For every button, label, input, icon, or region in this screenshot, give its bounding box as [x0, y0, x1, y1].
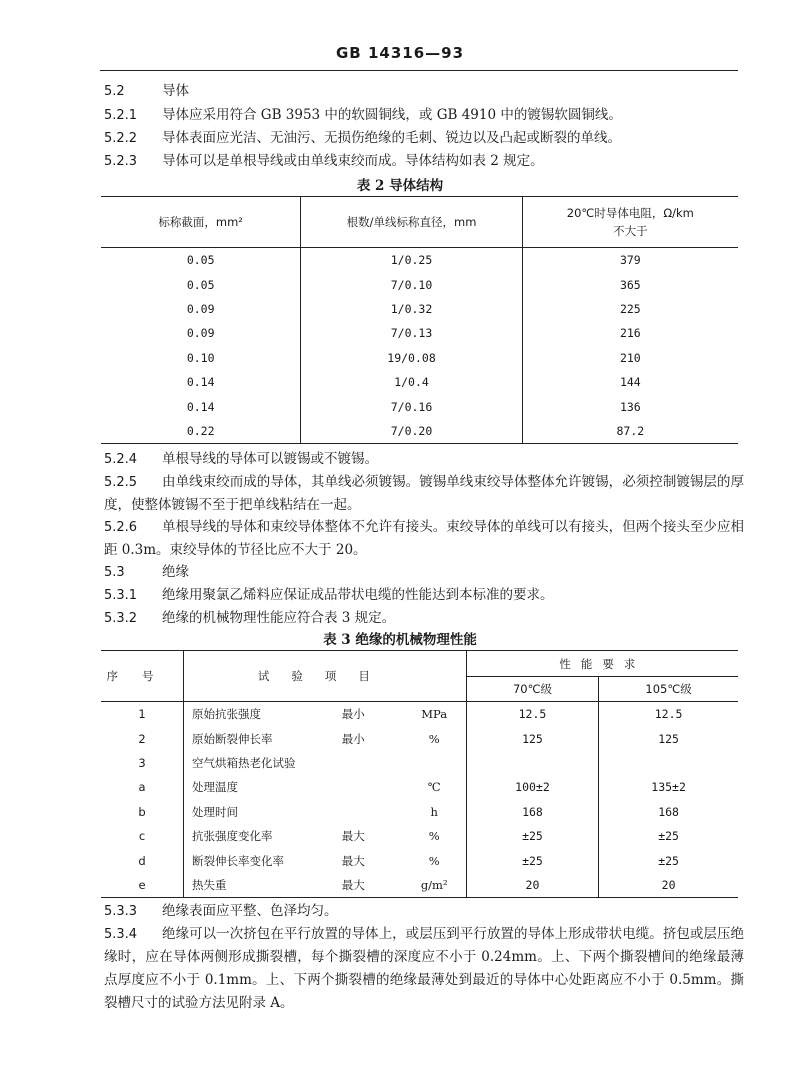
table-row: [101, 824, 738, 848]
table-cell: 断裂伸长率变化率: [192, 853, 285, 868]
column-header-line: 不大于: [613, 224, 648, 238]
section-number: 5.3: [104, 565, 125, 580]
clause-number: 5.3.1: [104, 588, 138, 603]
table-cell: g/m²: [403, 873, 467, 898]
table-cell: 原始断裂伸长率: [192, 731, 273, 746]
clause-text: 单根导线的导体可以镀锡或不镀锡。: [162, 451, 378, 467]
column-header-item: 试验项目: [184, 651, 467, 702]
table-cell: 12.5: [466, 702, 598, 727]
table-cell: 0.22: [101, 419, 301, 444]
table-cell: h: [403, 800, 467, 824]
table-3-caption: 表 3 绝缘的机械物理性能: [323, 632, 477, 648]
table-cell: 0.10: [101, 346, 301, 370]
clause-5-3-1: [104, 584, 744, 607]
table-cell: 225: [619, 301, 641, 316]
table-cell: 2: [101, 726, 184, 750]
section-title: 绝缘: [162, 564, 189, 580]
table-row: [101, 321, 738, 345]
table-cell: ±25: [466, 824, 598, 848]
table-row: [101, 751, 738, 775]
clause-number: 5.3.3: [104, 904, 138, 919]
table-cell: 19/0.08: [301, 346, 522, 370]
clause-text: 绝缘的机械物理性能应符合表 3 规定。: [162, 610, 396, 626]
table-cell: 0.05: [101, 272, 301, 296]
clause-number: 5.2.2: [104, 131, 138, 146]
clause-number: 5.3.2: [104, 611, 138, 626]
clause-number: 5.2.5: [104, 475, 138, 490]
table-row: [101, 726, 738, 750]
table-cell: [342, 800, 403, 824]
table-cell: ±25: [466, 848, 598, 872]
table-cell: 最大: [341, 829, 365, 844]
clause-5-3-2: [104, 607, 744, 630]
clause-5-2-6: [104, 516, 744, 561]
table-cell: 原始抗张强度: [192, 707, 262, 722]
table-row: [101, 848, 738, 872]
table-cell: 最大: [341, 877, 365, 892]
table-cell: 168: [658, 804, 679, 819]
table-cell: [342, 775, 403, 799]
table-cell: 12.5: [654, 707, 683, 722]
table-cell: 处理温度: [192, 780, 239, 795]
clause-text: 导体表面应光洁、无油污、无损伤绝缘的毛刺、锐边以及凸起或断裂的单线。: [162, 130, 621, 146]
table-cell: 210: [619, 350, 641, 365]
table-cell: 20: [661, 877, 676, 892]
table-cell: 空气烘箱热老化试验: [192, 755, 296, 770]
clause-5-3-3: [104, 900, 744, 923]
table-cell: 0.14: [101, 370, 301, 394]
clause-text: 由单线束绞而成的导体，其单线必须镀锡。镀锡单线束绞导体整体允许镀锡，必须控制镀锡层的厚度，使整体镀锡不至于把单线粘结在一起。: [104, 474, 744, 513]
table-row: [101, 370, 738, 394]
table-cell: [342, 751, 403, 775]
table-cell: 20: [466, 873, 598, 898]
table-cell: 1/0.4: [301, 370, 522, 394]
clause-5-2-2: [104, 127, 744, 150]
conductor-structure-table: [101, 196, 738, 444]
clause-number: 5.2.6: [104, 520, 138, 535]
clause-number: 5.2.1: [104, 108, 138, 123]
table-cell: a: [101, 775, 184, 799]
table-cell: 125: [466, 726, 598, 750]
table-cell: 87.2: [616, 423, 645, 438]
section-5-3: [104, 561, 744, 584]
table-row: [101, 873, 738, 898]
clause-text: 绝缘用聚氯乙烯料应保证成品带状电缆的性能达到本标准的要求。: [162, 587, 554, 603]
table-2-caption: 表 2 导体结构: [356, 178, 444, 194]
table-cell: %: [403, 824, 467, 848]
table-cell: 0.09: [101, 297, 301, 321]
header-rule: [100, 70, 738, 71]
table-cell: 1: [101, 702, 184, 727]
clause-text: 绝缘可以一次挤包在平行放置的导体上，或层压到平行放置的导体上形成带状电缆。挤包或层压绝缘时，应在导体两侧形成撕裂槽，每个撕裂槽的深度应不小于 0.24mm。上、下两个撕裂槽间的绝缘最薄点厚度应不小于 0.1mm。上、下两个撕裂槽的绝缘最薄处到最近的导体中心处距离应不小于 0.5mm。撕裂槽尺寸的试验方法见附录 A。: [104, 926, 744, 1011]
clause-text: 单根导线的导体和束绞导体整体不允许有接头。束绞导体的单线可以有接头，但两个接头至少应相距 0.3m。束绞导体的节径比应不大于 20。: [104, 519, 744, 558]
table-cell: 0.14: [101, 394, 301, 418]
table-cell: 7/0.20: [301, 419, 522, 444]
table-cell: 125: [658, 731, 679, 746]
table-cell: 0.09: [101, 321, 301, 345]
clause-text: 导体应采用符合 GB 3953 中的软圆铜线，或 GB 4910 中的镀锡软圆铜线。: [162, 107, 622, 123]
table-cell: [466, 751, 598, 775]
table-cell: 处理时间: [192, 804, 239, 819]
table-cell: %: [403, 726, 467, 750]
table-header-row: [101, 651, 738, 677]
table-cell: 最小: [341, 707, 365, 722]
table-cell: [599, 751, 738, 775]
section-5-2: [104, 80, 744, 103]
table-cell: 1/0.32: [301, 297, 522, 321]
column-header: [522, 197, 738, 248]
table-row: [101, 248, 738, 273]
table-cell: 135±2: [651, 780, 686, 795]
table-row: [101, 702, 738, 727]
table-cell: ℃: [403, 775, 467, 799]
clause-number: 5.3.4: [104, 927, 138, 942]
table-cell: 抗张强度变化率: [192, 829, 273, 844]
table-cell: 3: [101, 751, 184, 775]
table-cell: 168: [466, 800, 598, 824]
table-row: [101, 297, 738, 321]
table-cell: 热失重: [192, 877, 227, 892]
clause-5-3-4: [104, 923, 744, 1015]
table-cell: 100±2: [466, 775, 598, 799]
table-cell: 7/0.16: [301, 394, 522, 418]
clause-5-2-1: [104, 104, 744, 127]
clause-text: 导体可以是单根导线或由单线束绞而成。导体结构如表 2 规定。: [162, 153, 544, 169]
clause-number: 5.2.4: [104, 452, 138, 467]
clause-5-2-5: [104, 471, 744, 516]
table-cell: 最大: [341, 853, 365, 868]
table-cell: ±25: [658, 829, 679, 844]
table-cell: 144: [619, 375, 641, 390]
table-cell: d: [101, 848, 184, 872]
table-cell: 0.05: [101, 248, 301, 273]
table-cell: MPa: [403, 702, 467, 727]
table-cell: c: [101, 824, 184, 848]
clause-5-2-4: [104, 448, 744, 471]
table-cell: b: [101, 800, 184, 824]
column-header-seq: 序号: [101, 651, 184, 702]
table-cell: 216: [619, 326, 641, 341]
clause-number: 5.2.3: [104, 154, 138, 169]
column-header-70c: 70℃级: [466, 677, 598, 702]
table-cell: e: [101, 873, 184, 898]
table-row: [101, 346, 738, 370]
table-cell: [403, 751, 467, 775]
clause-text: 绝缘表面应平整、色泽均匀。: [162, 903, 338, 919]
table-row: [101, 800, 738, 824]
table-cell: ±25: [658, 853, 679, 868]
table-cell: %: [403, 848, 467, 872]
column-header-line: 20℃时导体电阻，Ω/km: [566, 206, 694, 220]
column-header-105c: 105℃级: [599, 677, 738, 702]
table-row: [101, 394, 738, 418]
table-cell: 379: [619, 253, 641, 268]
column-header: 标称截面，mm²: [101, 197, 301, 248]
section-number: 5.2: [104, 84, 125, 99]
section-title: 导体: [162, 83, 189, 99]
table-cell: 365: [619, 277, 641, 292]
insulation-properties-table: [101, 650, 738, 898]
column-header-performance: 性能要求: [559, 656, 646, 671]
clause-5-2-3: [104, 150, 744, 173]
standard-code-header: GB 14316—93: [335, 44, 465, 62]
column-header: 根数/单线标称直径，mm: [301, 197, 522, 248]
table-cell: 7/0.13: [301, 321, 522, 345]
table-row: [101, 272, 738, 296]
table-cell: 136: [619, 399, 641, 414]
table-cell: 7/0.10: [301, 272, 522, 296]
table-cell: 最小: [341, 731, 365, 746]
table-row: [101, 775, 738, 799]
table-header-row: [101, 197, 738, 248]
table-cell: 1/0.25: [301, 248, 522, 273]
table-row: [101, 419, 738, 444]
